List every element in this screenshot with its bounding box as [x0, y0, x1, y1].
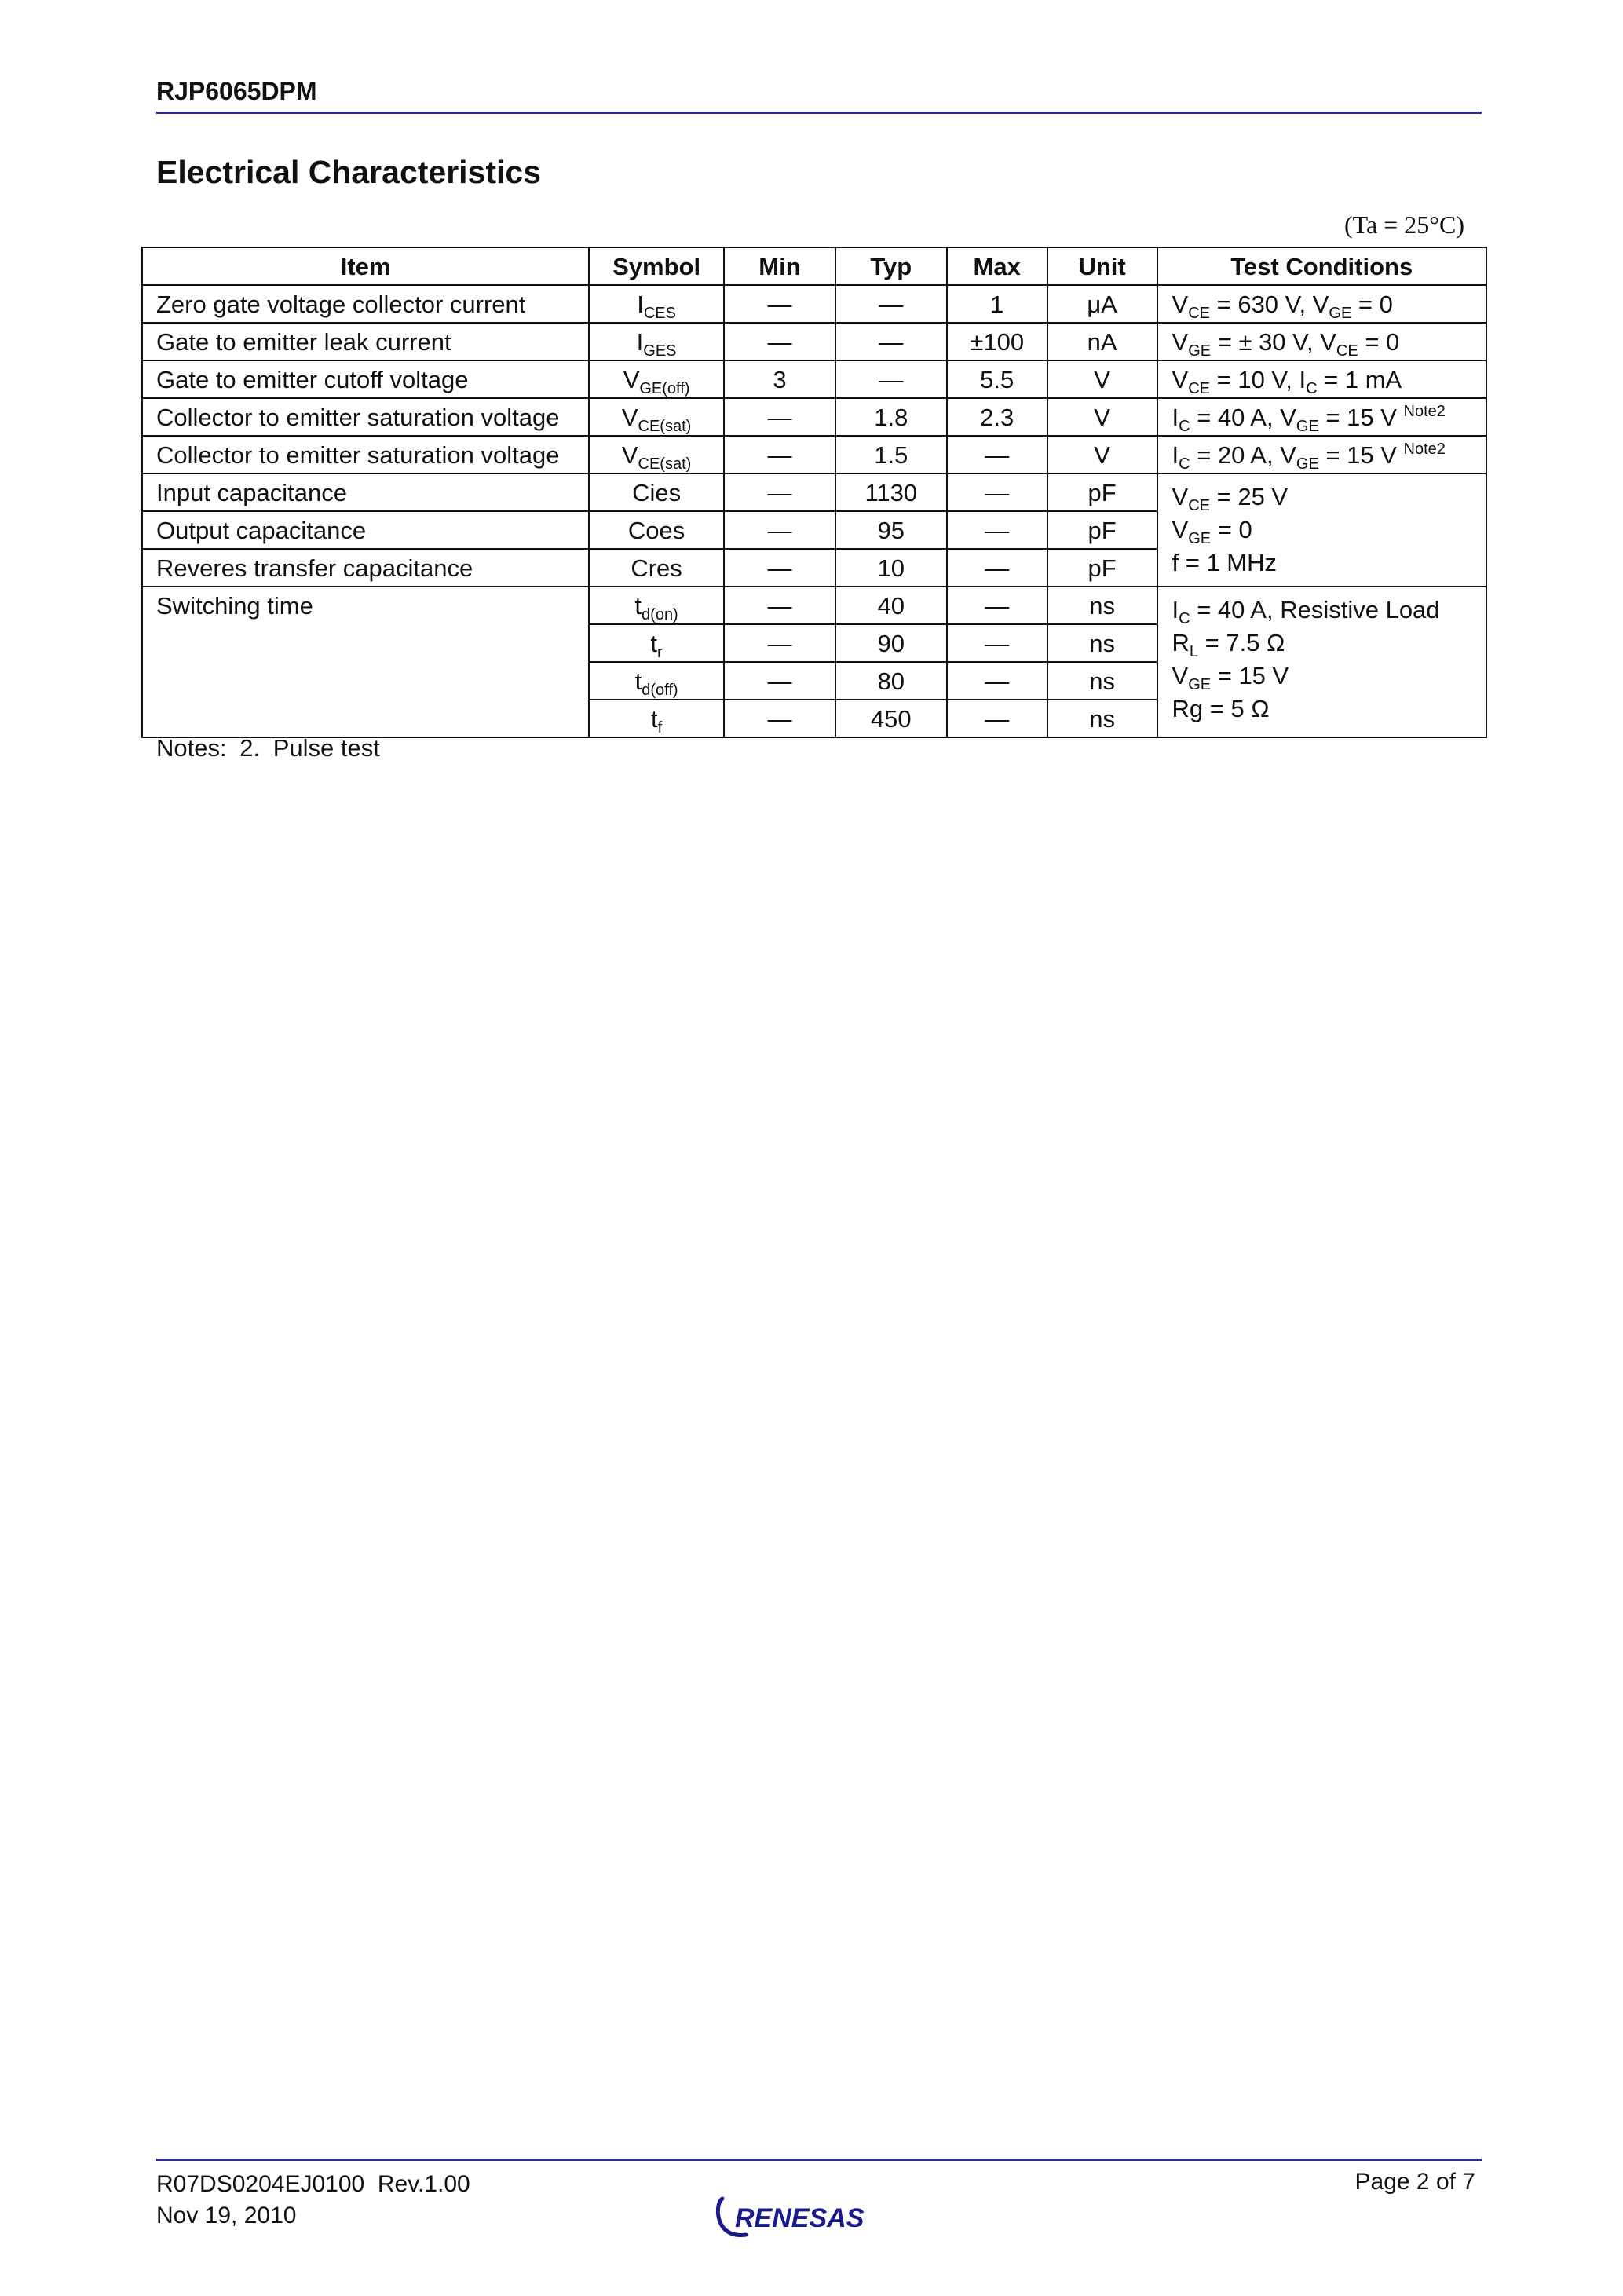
unit-cell: pF [1047, 473, 1157, 511]
table-row [142, 587, 1486, 624]
unit-cell: ns [1047, 662, 1157, 700]
page-number: Page 2 of 7 [1354, 2169, 1475, 2195]
min-cell: — [724, 285, 835, 323]
switching-test-conditions: $I_C = 40$ A, Resistive Load $R_L = 7.5$ Ω $V_{GE} = 15$ V Rg = 5 Ω [1157, 587, 1486, 737]
item-cell: Output capacitance [142, 511, 589, 549]
col-header-min: Min [724, 247, 835, 285]
min-cell: — [724, 398, 835, 436]
section-title: Electrical Characteristics [156, 154, 541, 190]
footer-doc-info [156, 2169, 470, 2232]
symbol-cell: Cies [589, 473, 724, 511]
symbol-cell: $t_r$ [589, 624, 724, 662]
test-condition-cell: $I_C = 40$ A, $V_{GE} = 15$ V $^{Note2}$ [1157, 398, 1486, 436]
table-row [142, 398, 1486, 436]
item-cell: Collector to emitter saturation voltage [142, 398, 589, 436]
min-cell: — [724, 662, 835, 700]
table-notes [156, 734, 386, 762]
test-condition-cell: $I_C = 20$ A, $V_{GE} = 15$ V $^{Note2}$ [1157, 436, 1486, 473]
electrical-characteristics-table [141, 247, 1487, 738]
symbol-cell: $t_f$ [589, 700, 724, 737]
typ-cell: 10 [835, 549, 947, 587]
typ-cell: — [835, 285, 947, 323]
table-row [142, 323, 1486, 360]
max-cell: 2.3 [947, 398, 1047, 436]
unit-cell: nA [1047, 323, 1157, 360]
max-cell: — [947, 624, 1047, 662]
doc-date: Nov 19, 2010 [156, 2203, 297, 2228]
unit-cell: ns [1047, 624, 1157, 662]
part-number-header: RJP6065DPM [156, 77, 317, 105]
unit-cell: pF [1047, 511, 1157, 549]
typ-cell: 95 [835, 511, 947, 549]
col-header-typ: Typ [835, 247, 947, 285]
footer-rule [156, 2159, 1482, 2161]
item-cell: Switching time [142, 587, 589, 737]
item-cell: Collector to emitter saturation voltage [142, 436, 589, 473]
col-header-test-conditions: Test Conditions [1157, 247, 1486, 285]
min-cell: 3 [724, 360, 835, 398]
item-cell: Gate to emitter cutoff voltage [142, 360, 589, 398]
max-cell: — [947, 587, 1047, 624]
min-cell: — [724, 473, 835, 511]
min-cell: — [724, 700, 835, 737]
notes-label: Notes: [156, 734, 227, 762]
item-cell: Gate to emitter leak current [142, 323, 589, 360]
col-header-max: Max [947, 247, 1047, 285]
col-header-unit: Unit [1047, 247, 1157, 285]
symbol-cell: $t_{d(off)}$ [589, 662, 724, 700]
test-condition-cell: $V_{CE} = 630$ V, $V_{GE} = 0$ [1157, 285, 1486, 323]
symbol-cell: $V_{CE(sat)}$ [589, 398, 724, 436]
note-reference: Note2 [1403, 440, 1446, 458]
min-cell: — [724, 587, 835, 624]
min-cell: — [724, 436, 835, 473]
max-cell: — [947, 436, 1047, 473]
max-cell: — [947, 549, 1047, 587]
symbol-cell: $I_{CES}$ [589, 285, 724, 323]
col-header-item: Item [142, 247, 589, 285]
typ-cell: 1.8 [835, 398, 947, 436]
typ-cell: 80 [835, 662, 947, 700]
test-condition-cell: $V_{GE}$ = ± 30 V, $V_{CE} = 0$ [1157, 323, 1486, 360]
symbol-cell: $I_{GES}$ [589, 323, 724, 360]
col-header-symbol: Symbol [589, 247, 724, 285]
unit-cell: V [1047, 398, 1157, 436]
typ-cell: 450 [835, 700, 947, 737]
unit-cell: V [1047, 436, 1157, 473]
doc-number: R07DS0204EJ0100 [156, 2171, 365, 2197]
max-cell: 1 [947, 285, 1047, 323]
header-rule [156, 112, 1482, 114]
typ-cell: 1130 [835, 473, 947, 511]
unit-cell: V [1047, 360, 1157, 398]
item-cell: Zero gate voltage collector current [142, 285, 589, 323]
symbol-cell: Cres [589, 549, 724, 587]
renesas-logo [711, 2191, 912, 2241]
symbol-cell: $V_{GE(off)}$ [589, 360, 724, 398]
max-cell: ±100 [947, 323, 1047, 360]
note-text: Pulse test [272, 734, 380, 762]
unit-cell: μA [1047, 285, 1157, 323]
note-number: 2. [239, 734, 261, 762]
max-cell: — [947, 700, 1047, 737]
typ-cell: — [835, 360, 947, 398]
table-row [142, 473, 1486, 511]
note-reference: Note2 [1403, 402, 1446, 420]
typ-cell: — [835, 323, 947, 360]
symbol-cell: $V_{CE(sat)}$ [589, 436, 724, 473]
typ-cell: 40 [835, 587, 947, 624]
unit-cell: ns [1047, 587, 1157, 624]
item-cell: Reveres transfer capacitance [142, 549, 589, 587]
unit-cell: ns [1047, 700, 1157, 737]
symbol-cell: Coes [589, 511, 724, 549]
min-cell: — [724, 624, 835, 662]
ambient-temperature-note: (Ta = 25°C) [1344, 210, 1465, 239]
max-cell: — [947, 662, 1047, 700]
capacitance-test-conditions: $V_{CE} = 25$ V $V_{GE} = 0$ f = 1 MHz [1157, 473, 1486, 587]
table-row [142, 360, 1486, 398]
max-cell: — [947, 473, 1047, 511]
table-row [142, 285, 1486, 323]
test-condition-cell: $V_{CE} = 10$ V, $I_C = 1$ mA [1157, 360, 1486, 398]
svg-text:RENESAS: RENESAS [735, 2203, 865, 2233]
revision: Rev.1.00 [377, 2171, 470, 2197]
typ-cell: 90 [835, 624, 947, 662]
symbol-cell: $t_{d(on)}$ [589, 587, 724, 624]
min-cell: — [724, 323, 835, 360]
min-cell: — [724, 549, 835, 587]
max-cell: — [947, 511, 1047, 549]
unit-cell: pF [1047, 549, 1157, 587]
table-header-row [142, 247, 1486, 285]
table-row [142, 436, 1486, 473]
typ-cell: 1.5 [835, 436, 947, 473]
min-cell: — [724, 511, 835, 549]
item-cell: Input capacitance [142, 473, 589, 511]
max-cell: 5.5 [947, 360, 1047, 398]
